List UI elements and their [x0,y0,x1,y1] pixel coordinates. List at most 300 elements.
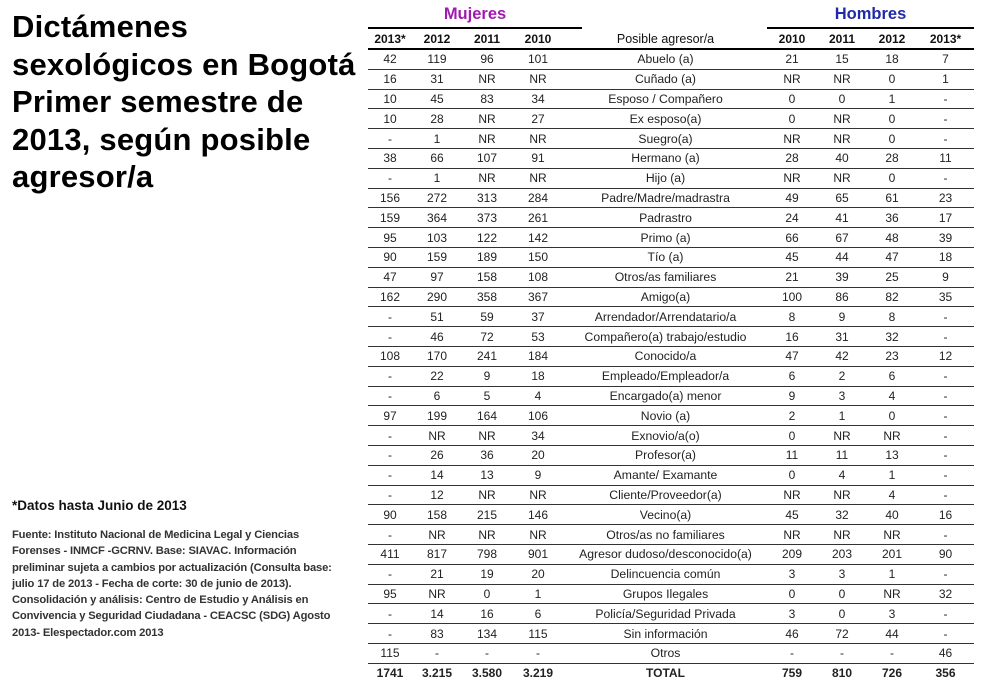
value-cell: 18 [917,247,974,267]
agresor-cell: Vecino(a) [564,505,767,525]
table-row [368,525,974,545]
value-cell: - [917,564,974,584]
value-cell: 19 [462,564,512,584]
value-cell: 0 [867,129,917,149]
value-cell: 108 [368,346,412,366]
table-row [368,109,974,129]
value-cell: 189 [462,247,512,267]
value-cell: 10 [368,109,412,129]
value-cell: NR [512,525,564,545]
value-cell: 28 [767,148,817,168]
table-row [368,168,974,188]
value-cell: - [368,168,412,188]
page-title: Dictámenes sexológicos en Bogotá Primer semestre de 2013, según posible agresor/a [12,9,356,195]
value-cell: 1 [412,129,462,149]
value-cell: 6 [867,366,917,386]
value-cell: 159 [412,247,462,267]
agresor-cell: Cliente/Proveedor(a) [564,485,767,505]
value-cell: 11 [817,445,867,465]
value-cell: 9 [462,366,512,386]
value-cell: - [917,129,974,149]
value-cell: 8 [867,307,917,327]
table-row [368,643,974,663]
value-cell: 367 [512,287,564,307]
value-cell: - [368,564,412,584]
agresor-cell: Otros/as no familiares [564,525,767,545]
value-cell: 146 [512,505,564,525]
value-cell: - [368,485,412,505]
value-cell: 6 [767,366,817,386]
value-cell: 158 [462,267,512,287]
value-cell: NR [412,525,462,545]
total-cell: 3.580 [471,666,503,681]
table-row [368,228,974,248]
value-cell: 817 [412,544,462,564]
value-cell: 90 [917,544,974,564]
value-cell: NR [512,485,564,505]
value-cell: 61 [867,188,917,208]
agresor-cell: Tío (a) [564,247,767,267]
value-cell: 39 [817,267,867,287]
value-cell: 41 [817,208,867,228]
value-cell: 15 [817,49,867,69]
value-cell: 72 [462,327,512,347]
value-cell: 203 [817,544,867,564]
value-cell: - [462,643,512,663]
total-cell: 3.219 [522,666,554,681]
value-cell: 66 [767,228,817,248]
value-cell: 150 [512,247,564,267]
value-cell: NR [767,485,817,505]
value-cell: 0 [867,69,917,89]
value-cell: 96 [462,49,512,69]
agresor-cell: Agresor dudoso/desconocido(a) [564,544,767,564]
value-cell: - [917,604,974,624]
value-cell: - [917,307,974,327]
value-cell: NR [512,129,564,149]
value-cell: NR [462,426,512,446]
value-cell: 4 [867,386,917,406]
value-cell: - [368,624,412,644]
agresor-cell: Ex esposo(a) [564,109,767,129]
value-cell: - [917,366,974,386]
value-cell: - [917,406,974,426]
value-cell: 7 [917,49,974,69]
value-cell: 42 [368,49,412,69]
value-cell: 95 [368,228,412,248]
value-cell: 38 [368,148,412,168]
total-cell: 3.215 [421,666,453,681]
value-cell: 86 [817,287,867,307]
col-header: 2012 [412,29,462,49]
table-row [368,445,974,465]
value-cell: 21 [767,49,817,69]
agresor-cell: Exnovio/a(o) [564,426,767,446]
value-cell: 46 [412,327,462,347]
table-row [368,624,974,644]
value-cell: 46 [917,643,974,663]
value-cell: 51 [412,307,462,327]
agresor-table [368,29,974,683]
value-cell: 32 [917,584,974,604]
value-cell: NR [512,168,564,188]
value-cell: 11 [917,148,974,168]
agresor-cell: Cuñado (a) [564,69,767,89]
agresor-cell: Suegro(a) [564,129,767,149]
value-cell: 0 [767,426,817,446]
value-cell: - [368,307,412,327]
value-cell: 107 [462,148,512,168]
value-cell: 103 [412,228,462,248]
value-cell: 0 [867,168,917,188]
value-cell: 209 [767,544,817,564]
value-cell: - [917,465,974,485]
agresor-cell: Profesor(a) [564,445,767,465]
value-cell: 45 [767,505,817,525]
agresor-cell: Novio (a) [564,406,767,426]
value-cell: 284 [512,188,564,208]
value-cell: NR [767,129,817,149]
group-header-mujeres: Mujeres [443,5,507,23]
value-cell: 798 [462,544,512,564]
value-cell: NR [462,129,512,149]
agresor-cell: Amigo(a) [564,287,767,307]
value-cell: 4 [512,386,564,406]
value-cell: - [512,643,564,663]
table-row [368,287,974,307]
table-row [368,208,974,228]
agresor-cell: Otros/as familiares [564,267,767,287]
value-cell: 47 [368,267,412,287]
value-cell: 90 [368,247,412,267]
table-row [368,247,974,267]
agresor-cell: Conocido/a [564,346,767,366]
value-cell: NR [817,109,867,129]
table-row [368,346,974,366]
value-cell: 18 [867,49,917,69]
value-cell: 97 [368,406,412,426]
table-row [368,69,974,89]
value-cell: - [368,445,412,465]
value-cell: 31 [412,69,462,89]
value-cell: 32 [867,327,917,347]
value-cell: 100 [767,287,817,307]
table-row [368,465,974,485]
value-cell: 21 [767,267,817,287]
value-cell: - [917,485,974,505]
value-cell: 34 [512,89,564,109]
value-cell: 95 [368,584,412,604]
value-cell: 901 [512,544,564,564]
value-cell: - [917,624,974,644]
value-cell: 26 [412,445,462,465]
value-cell: 201 [867,544,917,564]
value-cell: 21 [412,564,462,584]
value-cell: - [368,327,412,347]
table-row [368,129,974,149]
value-cell: 411 [368,544,412,564]
value-cell: 1 [412,168,462,188]
value-cell: 44 [817,247,867,267]
value-cell: 215 [462,505,512,525]
value-cell: 184 [512,346,564,366]
value-cell: 37 [512,307,564,327]
value-cell: 28 [867,148,917,168]
value-cell: 159 [368,208,412,228]
value-cell: 101 [512,49,564,69]
value-cell: NR [817,525,867,545]
value-cell: NR [817,129,867,149]
value-cell: 9 [917,267,974,287]
value-cell: 1 [817,406,867,426]
value-cell: - [368,426,412,446]
value-cell: NR [412,426,462,446]
col-header: 2010 [767,29,817,49]
table-row [368,544,974,564]
value-cell: 47 [767,346,817,366]
value-cell: 115 [368,643,412,663]
value-cell: - [767,643,817,663]
value-cell: 290 [412,287,462,307]
value-cell: 47 [867,247,917,267]
value-cell: 22 [412,366,462,386]
table-row [368,485,974,505]
value-cell: 0 [867,109,917,129]
col-header: 2013* [917,29,974,49]
agresor-cell: Policía/Seguridad Privada [564,604,767,624]
value-cell: - [817,643,867,663]
table-row [368,49,974,69]
value-cell: 1 [867,465,917,485]
table-row [368,426,974,446]
agresor-cell: Arrendador/Arrendatario/a [564,307,767,327]
table-row [368,89,974,109]
value-cell: - [917,327,974,347]
value-cell: 0 [767,89,817,109]
value-cell: 3 [817,386,867,406]
agresor-cell: Padre/Madre/madrastra [564,188,767,208]
value-cell: 72 [817,624,867,644]
value-cell: 8 [767,307,817,327]
value-cell: - [917,168,974,188]
table-row [368,604,974,624]
value-cell: - [917,109,974,129]
value-cell: 12 [917,346,974,366]
value-cell: 3 [767,604,817,624]
value-cell: 162 [368,287,412,307]
value-cell: 2 [817,366,867,386]
table-body [368,49,974,683]
value-cell: - [917,89,974,109]
value-cell: 1 [867,89,917,109]
value-cell: 5 [462,386,512,406]
total-cell: 1741 [376,666,404,681]
total-label: TOTAL [646,666,685,681]
agresor-cell: Encargado(a) menor [564,386,767,406]
value-cell: 158 [412,505,462,525]
agresor-cell: Otros [564,643,767,663]
value-cell: - [917,426,974,446]
value-cell: 49 [767,188,817,208]
value-cell: 170 [412,346,462,366]
value-cell: 6 [412,386,462,406]
value-cell: 45 [767,247,817,267]
value-cell: 0 [867,406,917,426]
value-cell: NR [512,69,564,89]
value-cell: NR [867,584,917,604]
value-cell: - [368,129,412,149]
value-cell: 122 [462,228,512,248]
value-cell: 24 [767,208,817,228]
value-cell: 4 [867,485,917,505]
value-cell: 66 [412,148,462,168]
value-cell: - [368,604,412,624]
agresor-cell: Primo (a) [564,228,767,248]
value-cell: NR [462,109,512,129]
value-cell: 108 [512,267,564,287]
value-cell: 91 [512,148,564,168]
table-row [368,188,974,208]
value-cell: 14 [412,465,462,485]
value-cell: 83 [412,624,462,644]
value-cell: NR [867,525,917,545]
col-header: 2011 [462,29,512,49]
value-cell: 164 [462,406,512,426]
agresor-cell: Abuelo (a) [564,49,767,69]
value-cell: 53 [512,327,564,347]
value-cell: NR [767,168,817,188]
value-cell: 364 [412,208,462,228]
col-header: 2012 [867,29,917,49]
value-cell: - [917,386,974,406]
col-header: 2011 [817,29,867,49]
table-row [368,366,974,386]
table-row [368,564,974,584]
agresor-cell: Padrastro [564,208,767,228]
value-cell: 16 [368,69,412,89]
header-row [368,29,974,49]
value-cell: 199 [412,406,462,426]
value-cell: 4 [817,465,867,485]
value-cell: 106 [512,406,564,426]
value-cell: 13 [462,465,512,485]
value-cell: - [368,525,412,545]
value-cell: 23 [867,346,917,366]
value-cell: 3 [867,604,917,624]
value-cell: 373 [462,208,512,228]
value-cell: 3 [767,564,817,584]
table-row [368,584,974,604]
value-cell: 1 [512,584,564,604]
value-cell: 40 [867,505,917,525]
table-row [368,267,974,287]
total-cell: 726 [881,666,903,681]
value-cell: - [867,643,917,663]
table-row [368,307,974,327]
value-cell: NR [462,525,512,545]
value-cell: 83 [462,89,512,109]
agresor-cell: Empleado/Empleador/a [564,366,767,386]
table-row [368,406,974,426]
value-cell: 17 [917,208,974,228]
value-cell: NR [867,426,917,446]
value-cell: 39 [917,228,974,248]
value-cell: 35 [917,287,974,307]
col-header: 2013* [368,29,412,49]
value-cell: 82 [867,287,917,307]
value-cell: 48 [867,228,917,248]
value-cell: 14 [412,604,462,624]
value-cell: 18 [512,366,564,386]
value-cell: NR [817,485,867,505]
value-cell: 261 [512,208,564,228]
total-row [368,663,974,682]
value-cell: 25 [867,267,917,287]
total-cell: 356 [935,666,956,681]
value-cell: 9 [512,465,564,485]
value-cell: 10 [368,89,412,109]
total-cell: 759 [781,666,803,681]
value-cell: 16 [767,327,817,347]
col-header: 2010 [512,29,564,49]
value-cell: 34 [512,426,564,446]
agresor-cell: Esposo / Compañero [564,89,767,109]
agresor-cell: Delincuencia común [564,564,767,584]
table-row [368,148,974,168]
value-cell: 20 [512,564,564,584]
value-cell: 28 [412,109,462,129]
value-cell: 9 [767,386,817,406]
agresor-cell: Compañero(a) trabajo/estudio [564,327,767,347]
value-cell: NR [817,69,867,89]
value-cell: 32 [817,505,867,525]
value-cell: 358 [462,287,512,307]
value-cell: 0 [767,465,817,485]
col-header-agresor: Posible agresor/a [564,29,767,49]
value-cell: 44 [867,624,917,644]
value-cell: - [917,445,974,465]
agresor-cell: Amante/ Examante [564,465,767,485]
value-cell: 36 [867,208,917,228]
value-cell: 0 [767,584,817,604]
value-cell: 241 [462,346,512,366]
value-cell: 13 [867,445,917,465]
value-cell: 313 [462,188,512,208]
table-row [368,386,974,406]
agresor-cell: Hermano (a) [564,148,767,168]
value-cell: - [412,643,462,663]
value-cell: 16 [917,505,974,525]
value-cell: 1 [867,564,917,584]
value-cell: NR [412,584,462,604]
value-cell: 46 [767,624,817,644]
value-cell: 27 [512,109,564,129]
table-row [368,327,974,347]
value-cell: 20 [512,445,564,465]
value-cell: 40 [817,148,867,168]
source-text: Fuente: Instituto Nacional de Medicina Legal y Ciencias Forenses - INMCF -GCRNV. Base: SIAVAC. Información preliminar sujeta a cambios por actualización (Consulta base: julio 17 de 2013 - Fecha de corte: 30 de junio de 2013). Consolidación y análisis: Centro de Estudio y Análisis en Convivencia y Seguridad Ciudadana - CEACSC (SDG) Agosto 2013- Elespectador.com 2013 [12,529,332,639]
value-cell: NR [462,69,512,89]
value-cell: 11 [767,445,817,465]
value-cell: NR [462,168,512,188]
value-cell: 45 [412,89,462,109]
value-cell: - [368,366,412,386]
value-cell: 42 [817,346,867,366]
value-cell: 0 [767,109,817,129]
value-cell: NR [817,426,867,446]
value-cell: NR [462,485,512,505]
value-cell: 0 [817,584,867,604]
